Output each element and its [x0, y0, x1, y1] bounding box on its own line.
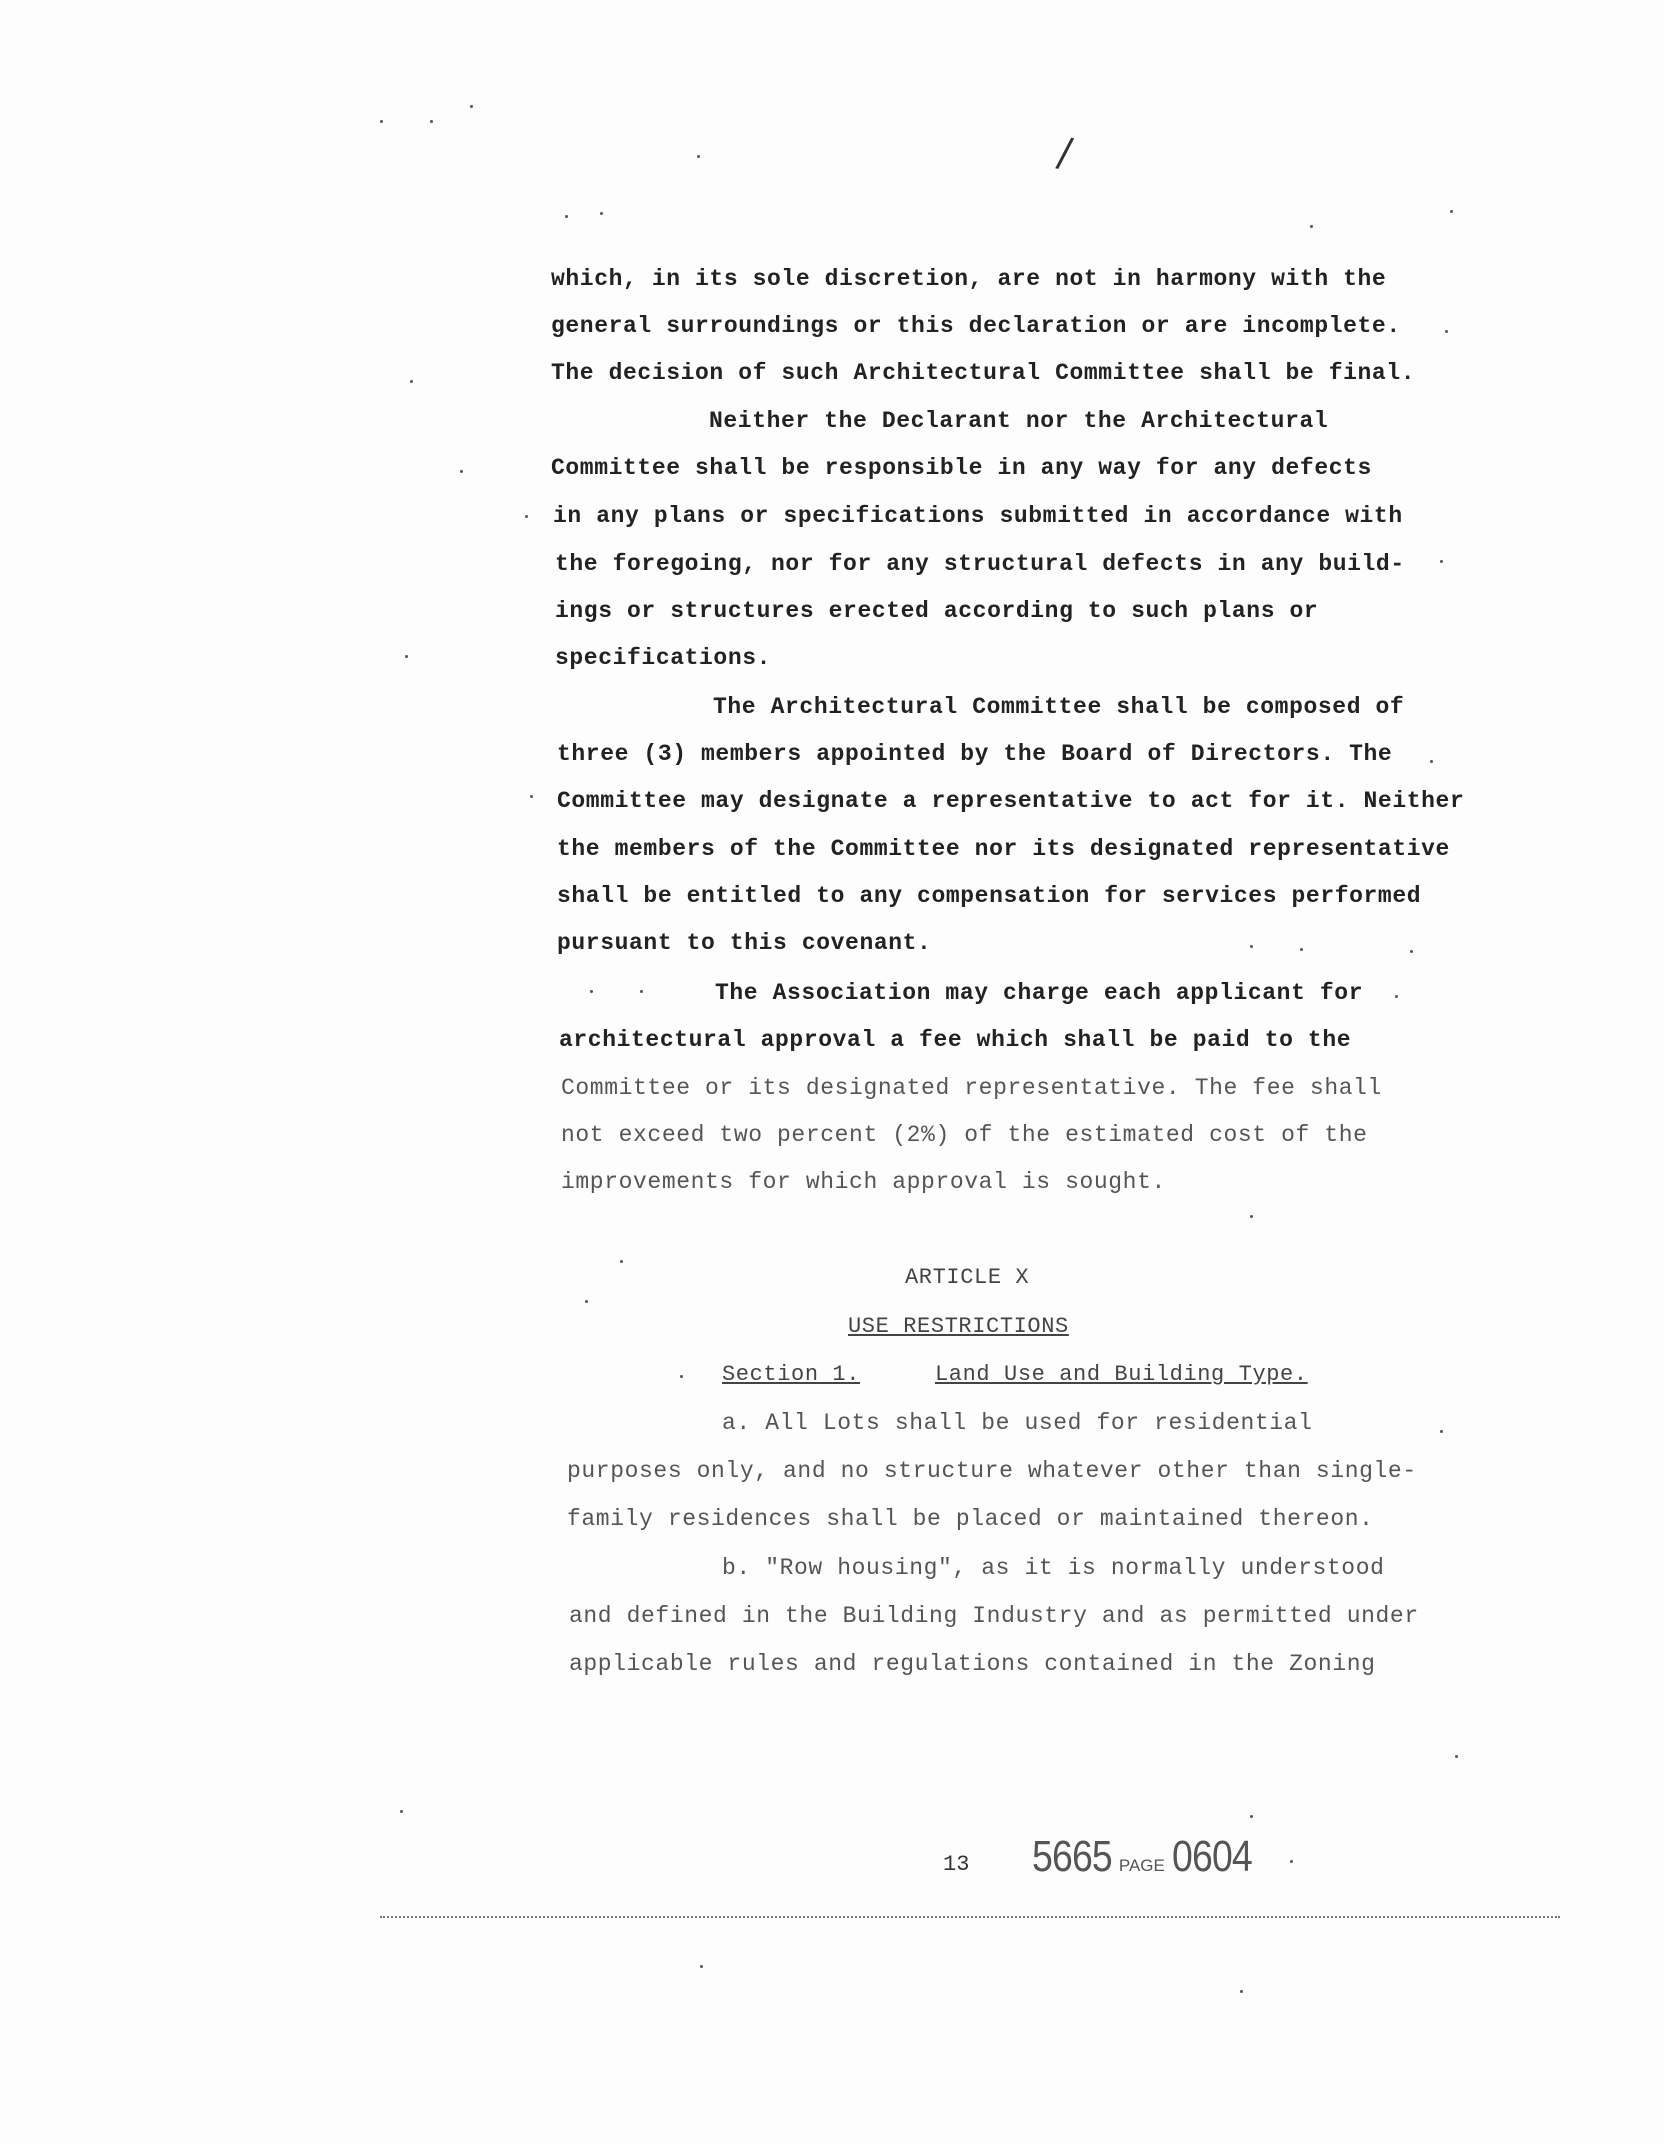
paragraph-2-line-1: Neither the Declarant nor the Architectural — [709, 408, 1329, 434]
subsection-b-line-3: applicable rules and regulations contained in the Zoning — [569, 1651, 1376, 1677]
scan-speck — [380, 120, 383, 123]
scan-speck — [1250, 1215, 1253, 1218]
scan-speck — [1310, 225, 1313, 228]
subsection-b-line-1: b. "Row housing", as it is normally understood — [722, 1555, 1385, 1581]
scan-edge-rule — [380, 1916, 1560, 1918]
scan-speck — [1450, 210, 1453, 213]
article-title: ARTICLE X — [905, 1265, 1030, 1290]
scan-speck — [405, 655, 408, 658]
recording-book-number: 5665 — [1032, 1832, 1112, 1881]
subsection-a-line-1: a. All Lots shall be used for residential — [722, 1410, 1313, 1436]
paragraph-2-line-3: in any plans or specifications submitted in accordance with — [553, 503, 1403, 529]
scan-speck — [1410, 950, 1413, 953]
subsection-b-line-2: and defined in the Building Industry and as permitted under — [569, 1603, 1419, 1629]
scan-speck — [1455, 1755, 1458, 1758]
scan-speck — [680, 1375, 683, 1378]
scan-speck — [470, 105, 473, 108]
scan-speck — [1440, 560, 1443, 563]
scan-speck — [640, 990, 643, 993]
scan-speck — [460, 470, 463, 473]
scan-speck — [400, 1810, 403, 1813]
scan-speck — [430, 120, 433, 123]
scan-speck — [530, 795, 533, 798]
handwritten-slash-mark: / — [1054, 129, 1076, 177]
paragraph-4-line-4: not exceed two percent (2%) of the estimated cost of the — [561, 1122, 1368, 1148]
scan-speck — [697, 155, 700, 158]
scan-speck — [565, 215, 568, 218]
scan-speck — [585, 1300, 588, 1303]
recording-page-number: 0604 — [1171, 1832, 1252, 1881]
scan-speck — [1395, 995, 1398, 998]
scan-speck — [1430, 760, 1433, 763]
paragraph-3-line-2: three (3) members appointed by the Board of Directors. The — [557, 741, 1393, 767]
scan-speck — [410, 380, 413, 383]
paragraph-4-line-5: improvements for which approval is sought. — [561, 1169, 1166, 1195]
paragraph-1-line-3: The decision of such Architectural Committee shall be final. — [551, 360, 1416, 386]
paragraph-2-line-5: ings or structures erected according to such plans or — [555, 598, 1319, 624]
recording-page-label: PAGE — [1118, 1856, 1165, 1875]
paragraph-4-line-2: architectural approval a fee which shall be paid to the — [559, 1027, 1352, 1053]
paragraph-1-line-1: which, in its sole discretion, are not in harmony with the — [551, 266, 1387, 292]
scan-speck — [700, 1965, 703, 1968]
scan-speck — [1240, 1990, 1243, 1993]
paragraph-3-line-1: The Architectural Committee shall be composed of — [713, 694, 1405, 720]
scan-speck — [1250, 945, 1253, 948]
article-subtitle: USE RESTRICTIONS — [848, 1314, 1069, 1339]
paragraph-3-line-5: shall be entitled to any compensation for services performed — [557, 883, 1422, 909]
paragraph-2-line-4: the foregoing, nor for any structural defects in any build- — [555, 551, 1405, 577]
scan-speck — [1290, 1860, 1293, 1863]
paragraph-2-line-6: specifications. — [555, 645, 772, 671]
scan-speck — [525, 515, 528, 518]
paragraph-3-line-3: Committee may designate a representative to act for it. Neither — [557, 788, 1465, 814]
scan-speck — [1440, 1430, 1443, 1433]
scan-speck — [600, 212, 603, 215]
scan-speck — [1300, 948, 1303, 951]
page-number: 13 — [943, 1852, 970, 1877]
scan-speck — [1250, 1815, 1253, 1818]
recording-stamp — [1025, 1832, 1259, 1882]
scan-speck — [590, 990, 593, 993]
subsection-a-line-3: family residences shall be placed or maintained thereon. — [567, 1506, 1374, 1532]
subsection-a-line-2: purposes only, and no structure whatever other than single- — [567, 1458, 1417, 1484]
scan-speck — [620, 1260, 623, 1263]
paragraph-2-line-2: Committee shall be responsible in any way for any defects — [551, 455, 1372, 481]
paragraph-1-line-2: general surroundings or this declaration or are incomplete. — [551, 313, 1401, 339]
paragraph-4-line-3: Committee or its designated representative. The fee shall — [561, 1075, 1382, 1101]
paragraph-3-line-4: the members of the Committee nor its designated representative — [557, 836, 1450, 862]
paragraph-4-line-1: The Association may charge each applicant for — [715, 980, 1364, 1006]
paragraph-3-line-6: pursuant to this covenant. — [557, 930, 932, 956]
scan-speck — [1445, 330, 1448, 333]
section-label: Section 1. — [722, 1362, 861, 1387]
section-title: Land Use and Building Type. — [935, 1362, 1308, 1387]
